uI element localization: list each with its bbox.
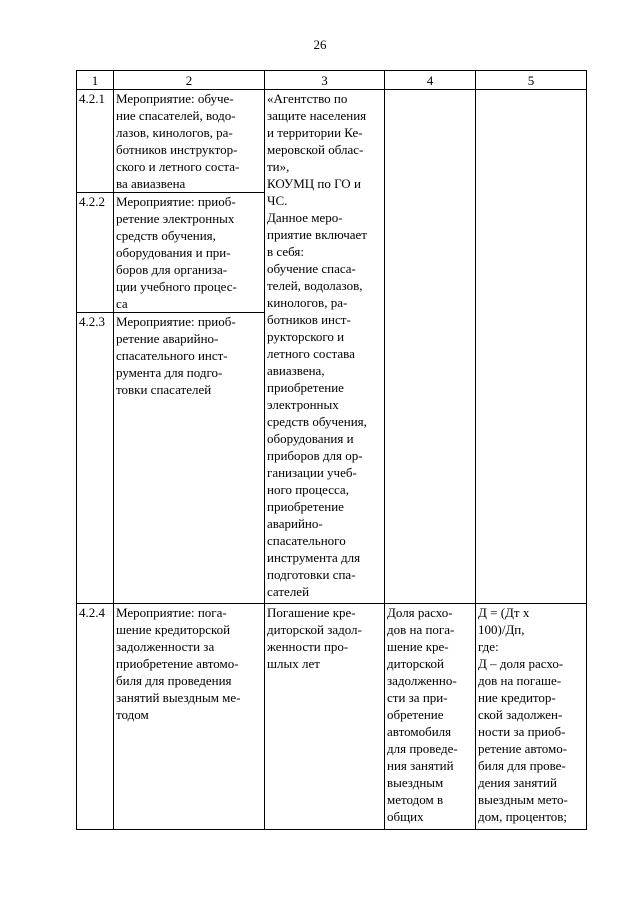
cell-text-line: ретение автомо- — [478, 741, 568, 756]
cell-text-line: аварийно- — [267, 516, 323, 531]
cell-text-line: ва авиазвена — [116, 176, 186, 191]
cell-text-line: ние спасателей, водо- — [116, 108, 236, 123]
cell-text-line: ти», — [267, 159, 290, 174]
cell-text-line: дом, процентов; — [478, 809, 567, 824]
cell-text-line: оборудования и при- — [116, 245, 231, 260]
cell-text-line: Д = (Дт х — [478, 605, 530, 620]
row-number: 4.2.2 — [77, 193, 114, 313]
cell-text-line: ния занятий — [387, 758, 454, 773]
event-description — [114, 193, 265, 313]
cell-text-line: и территории Ке- — [267, 125, 363, 140]
program-table — [76, 70, 587, 830]
cell-text-line: средств обучения, — [116, 228, 216, 243]
cell-text-line: ретение электронных — [116, 211, 235, 226]
cell-text-line: ние кредитор- — [478, 690, 556, 705]
cell-text-line: шение кредиторской — [116, 622, 231, 637]
cell-text-line: сателей — [267, 584, 310, 599]
cell-text-line: диторской задол- — [267, 622, 362, 637]
cell-text-line: ного процесса, — [267, 482, 349, 497]
cell-text-line: телей, водолазов, — [267, 278, 363, 293]
cell-text-line: ботников инст- — [267, 312, 351, 327]
event-description — [114, 90, 265, 193]
event-description — [114, 313, 265, 604]
cell-text-line: общих — [387, 809, 424, 824]
responsible-executor — [265, 604, 385, 830]
cell-text-line: «Агентство по — [267, 91, 348, 106]
cell-text-line: задолженности за — [116, 639, 215, 654]
cell-text-line: дов на пога- — [387, 622, 455, 637]
cell-text-line: Доля расхо- — [387, 605, 453, 620]
indicator-formula — [476, 604, 587, 830]
cell-text-line: ЧС. — [267, 193, 288, 208]
cell-text-line: приобретение — [267, 380, 344, 395]
cell-text-line: для проведе- — [387, 741, 458, 756]
cell-text-line: Мероприятие: обуче- — [116, 91, 234, 106]
responsible-executor — [265, 90, 385, 604]
cell-text-line: 100)/Дп, — [478, 622, 525, 637]
header-col-1: 1 — [77, 71, 114, 90]
cell-text-line: приобретение автомо- — [116, 656, 239, 671]
header-row — [77, 71, 587, 90]
cell-text-line: дов на погаше- — [478, 673, 562, 688]
cell-text-line: сти за при- — [387, 690, 448, 705]
cell-text-line: летного состава — [267, 346, 355, 361]
cell-text-line: биля для проведения — [116, 673, 232, 688]
cell-text-line: кинологов, ра- — [267, 295, 348, 310]
cell-text-line: методом в — [387, 792, 444, 807]
cell-text-line: меровской облас- — [267, 142, 364, 157]
cell-text-line: диторской — [387, 656, 444, 671]
cell-text-line: Д – доля расхо- — [478, 656, 564, 671]
cell-text-line: Данное меро- — [267, 210, 343, 225]
cell-text-line: са — [116, 296, 128, 311]
cell-text-line: занятий выездным ме- — [116, 690, 241, 705]
indicator-formula — [476, 90, 587, 604]
cell-text-line: рукторского и — [267, 329, 345, 344]
cell-text-line: биля для прове- — [478, 758, 566, 773]
cell-text-line: ции учебного процес- — [116, 279, 237, 294]
cell-text-line: приятие включает — [267, 227, 367, 242]
header-col-3: 3 — [265, 71, 385, 90]
cell-text-line: выездным — [387, 775, 444, 790]
cell-text-line: в себя: — [267, 244, 304, 259]
indicator-name — [385, 90, 476, 604]
cell-text-line: инструмента для — [267, 550, 361, 565]
cell-text-line: Мероприятие: приоб- — [116, 194, 236, 209]
cell-text-line: где: — [478, 639, 499, 654]
cell-text-line: автомобиля — [387, 724, 452, 739]
cell-text-line: средств обучения, — [267, 414, 367, 429]
cell-text-line: оборудования и — [267, 431, 354, 446]
cell-text-line: ской задолжен- — [478, 707, 563, 722]
cell-text-line: авиазвена, — [267, 363, 325, 378]
cell-text-line: ского и летного соста- — [116, 159, 240, 174]
row-number: 4.2.1 — [77, 90, 114, 193]
cell-text-line: тодом — [116, 707, 149, 722]
header-col-2: 2 — [114, 71, 265, 90]
header-col-5: 5 — [476, 71, 587, 90]
cell-text-line: ботников инструктор- — [116, 142, 238, 157]
table-row — [77, 90, 587, 193]
row-number: 4.2.4 — [77, 604, 114, 830]
cell-text-line: боров для организа- — [116, 262, 228, 277]
cell-text-line: ганизации учеб- — [267, 465, 357, 480]
cell-text-line: Мероприятие: приоб- — [116, 314, 236, 329]
cell-text-line: женности про- — [267, 639, 349, 654]
page-number: 26 — [313, 37, 327, 52]
cell-text-line: обучение спаса- — [267, 261, 356, 276]
cell-text-line: ретение аварийно- — [116, 331, 219, 346]
event-description — [114, 604, 265, 830]
cell-text-line: ности за приоб- — [478, 724, 566, 739]
cell-text-line: подготовки спа- — [267, 567, 356, 582]
cell-text-line: защите населения — [267, 108, 367, 123]
cell-text-line: приобретение — [267, 499, 344, 514]
cell-text-line: спасательного — [267, 533, 346, 548]
indicator-name — [385, 604, 476, 830]
cell-text-line: товки спасателей — [116, 382, 212, 397]
cell-text-line: Мероприятие: пога- — [116, 605, 227, 620]
cell-text-line: спасательного инст- — [116, 348, 228, 363]
cell-text-line: выездным мето- — [478, 792, 568, 807]
cell-text-line: лазов, кинологов, ра- — [116, 125, 233, 140]
cell-text-line: приборов для ор- — [267, 448, 363, 463]
cell-text-line: задолженно- — [387, 673, 457, 688]
cell-text-line: шение кре- — [387, 639, 449, 654]
cell-text-line: дения занятий — [478, 775, 557, 790]
row-number: 4.2.3 — [77, 313, 114, 604]
cell-text-line: Погашение кре- — [267, 605, 356, 620]
table-row — [77, 604, 587, 830]
header-col-4: 4 — [385, 71, 476, 90]
cell-text-line: румента для подго- — [116, 365, 223, 380]
cell-text-line: КОУМЦ по ГО и — [267, 176, 361, 191]
cell-text-line: шлых лет — [267, 656, 320, 671]
cell-text-line: электронных — [267, 397, 339, 412]
cell-text-line: обретение — [387, 707, 444, 722]
